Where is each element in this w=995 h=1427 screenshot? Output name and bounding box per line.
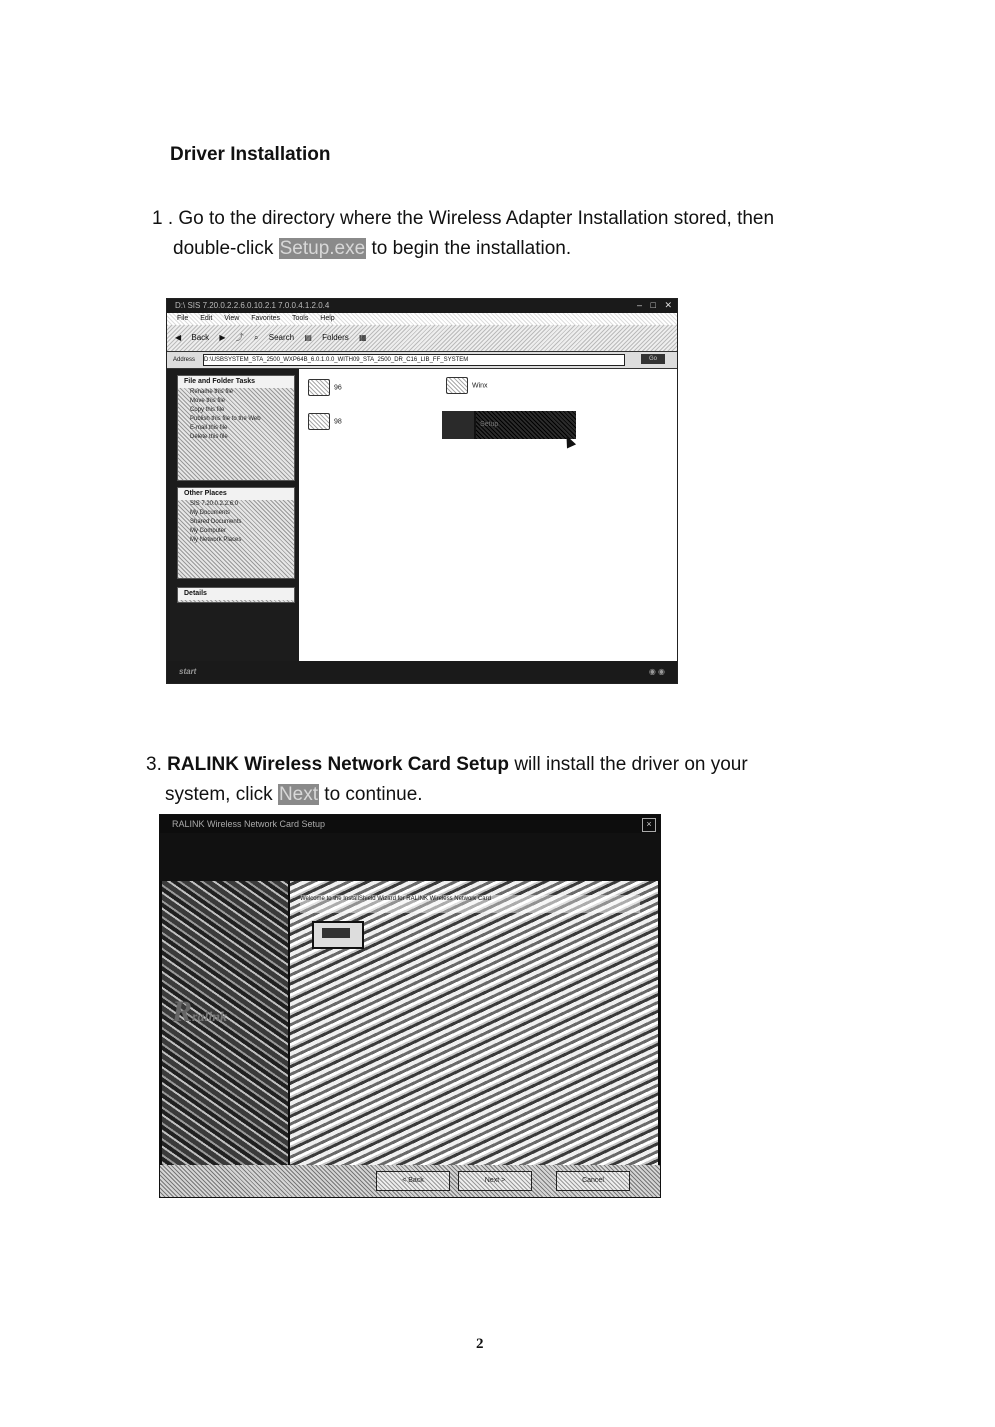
window-controls[interactable]: – □ ✕ [637, 300, 675, 310]
menu-view[interactable]: View [224, 315, 240, 322]
setup-side-image [162, 881, 288, 1177]
network-card-icon [312, 921, 364, 949]
go-button[interactable]: Go [641, 354, 665, 364]
explorer-screenshot [166, 298, 678, 684]
step-1-text [152, 204, 852, 264]
folder-icon [308, 379, 330, 396]
taskbar [167, 661, 677, 683]
forward-icon[interactable]: ▶ [219, 333, 226, 342]
menu-tools[interactable]: Tools [292, 315, 309, 322]
back-button[interactable]: < Back [376, 1171, 450, 1191]
views-icon[interactable]: ▦ [359, 333, 367, 342]
setup-file-label: Setup [476, 411, 576, 439]
task-link[interactable]: Copy this file [190, 407, 225, 413]
file-list [300, 369, 677, 661]
menu-favorites[interactable]: Favorites [251, 315, 281, 322]
setup-header [160, 833, 660, 881]
search-button[interactable]: ⌕ Search [254, 333, 295, 342]
close-icon[interactable]: × [642, 818, 656, 832]
start-button[interactable]: start [179, 667, 197, 676]
folder-item[interactable]: 98 [308, 413, 342, 430]
place-link[interactable]: My Documents [190, 510, 231, 516]
folder-icon [308, 413, 330, 430]
task-link[interactable]: Delete this file [190, 434, 228, 440]
page-number: 2 [476, 1336, 484, 1352]
task-link[interactable]: Rename this file [190, 389, 234, 395]
explorer-menu-bar [167, 313, 677, 325]
setup-wizard-screenshot [159, 814, 661, 1198]
other-places-panel [177, 487, 295, 579]
setup-button-bar [160, 1165, 660, 1197]
task-pane [167, 369, 299, 661]
task-link[interactable]: E-mail this file [190, 425, 228, 431]
setup-name-bold: RALINK Wireless Network Card Setup [167, 754, 510, 775]
step-1-line1: 1 . Go to the directory where the Wireless Adapter Installation stored, then [152, 208, 775, 229]
folders-button[interactable]: ▤ Folders [304, 333, 349, 342]
back-button[interactable]: ◀ Back [175, 333, 210, 342]
details-title[interactable]: Details [178, 588, 294, 600]
system-tray: ◉ ◉ [648, 667, 665, 676]
task-link[interactable]: Move this file [190, 398, 226, 404]
next-highlight: Next [278, 784, 319, 805]
folder-item[interactable]: Winx [446, 377, 488, 394]
next-button[interactable]: Next > [458, 1171, 532, 1191]
other-places-title[interactable]: Other Places [178, 488, 294, 500]
place-link[interactable]: Shared Documents [190, 519, 242, 525]
details-panel [177, 587, 295, 603]
menu-help[interactable]: Help [320, 315, 335, 322]
place-link[interactable]: My Computer [190, 528, 227, 534]
address-bar [167, 351, 677, 369]
folder-icon [446, 377, 468, 394]
setup-file-icon [442, 411, 474, 439]
step-3-text: 3. RALINK Wireless Network Card Setup will install the driver on your system, click Next to continue. [146, 750, 846, 810]
task-link[interactable]: Publish this file to the Web [190, 416, 261, 422]
setup-file-selected[interactable] [442, 411, 576, 439]
explorer-toolbar [167, 325, 677, 351]
step-1-line2: double-click Setup.exe to begin the installation. [173, 238, 572, 259]
setup-title-bar: RALINK Wireless Network Card Setup [172, 819, 326, 829]
section-heading: Driver Installation [170, 144, 331, 165]
place-link[interactable]: My Network Places [190, 537, 242, 543]
setup-welcome-text: Welcome to the InstallShield Wizard for RALINK Wireless Network Card [300, 895, 640, 913]
up-folder-icon[interactable]: ⤴ [235, 333, 244, 342]
address-label: Address [173, 357, 196, 363]
file-tasks-title[interactable]: File and Folder Tasks [178, 376, 294, 388]
menu-file[interactable]: File [177, 315, 189, 322]
folder-item[interactable]: 96 [308, 379, 342, 396]
file-folder-tasks-panel [177, 375, 295, 481]
menu-edit[interactable]: Edit [200, 315, 213, 322]
setup-exe-highlight: Setup.exe [279, 238, 366, 259]
step-3-line2: system, click Next to continue. [165, 784, 423, 805]
explorer-title-bar: D:\ SIS 7.20.0.2.2.6.0.10.2.1 7.0.0.4.1.2.0.4 [167, 299, 677, 313]
cancel-button[interactable]: Cancel [556, 1171, 630, 1191]
place-link[interactable]: SIS 7.20.0.2.2.6.0 [190, 501, 239, 507]
ralink-logo: Rralink [172, 995, 228, 1028]
address-input[interactable]: D:\USBSYSTEM_STA_2500_WXP64B_6.0.1.0.0_WITH09_STA_2500_DR_C16_LIB_FF_SYSTEM [203, 354, 625, 366]
